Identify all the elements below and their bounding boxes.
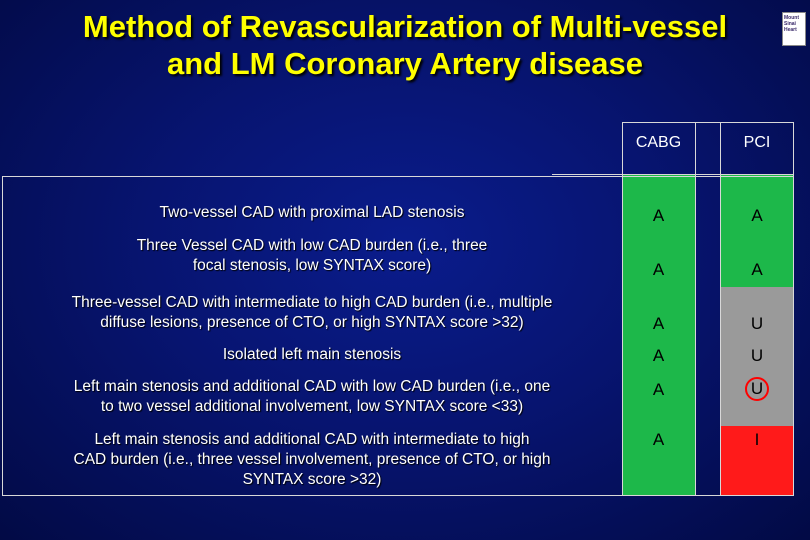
table-left-border [2, 176, 3, 496]
table-bottom-border [2, 495, 793, 496]
logo-text-1: Mount [784, 15, 799, 21]
slide-title [0, 8, 810, 82]
row-1-cabg-grade: A [652, 206, 665, 225]
row-label-6 [4, 430, 620, 490]
header-box-top [622, 122, 793, 123]
row-3-cabg-grade: A [652, 314, 665, 333]
row-label-1 [4, 203, 620, 223]
row-label-5 [4, 377, 620, 417]
table-top-border [2, 176, 793, 177]
row-3-line-2: diffuse lesions, presence of CTO, or high SYNTAX score >32) [100, 314, 524, 331]
row-2-pci-grade: A [751, 260, 763, 279]
pci-right-border [793, 122, 794, 496]
row-1-pci-grade: A [751, 206, 763, 225]
row-5-cabg-grade: A [652, 380, 665, 399]
title-line-2: and LM Coronary Artery disease [166, 46, 644, 81]
hospital-logo [782, 12, 806, 46]
column-header-cabg: CABG [635, 134, 682, 151]
row-label-3 [4, 293, 620, 333]
row-6-cabg-grade: A [652, 430, 665, 449]
row-label-2 [4, 236, 620, 276]
column-header-pci: PCI [743, 134, 771, 151]
cabg-right-border [695, 122, 696, 496]
row-label-4 [4, 345, 620, 365]
title-line-1: Method of Revascularization of Multi-vessel [82, 9, 728, 44]
logo-text-2: Sinai [784, 21, 796, 27]
row-4-line-1: Isolated left main stenosis [222, 346, 402, 363]
row-3-pci-grade: U [750, 314, 764, 333]
header-separator [552, 174, 793, 175]
row-2-line-2: focal stenosis, low SYNTAX score) [192, 257, 432, 274]
row-3-line-1: Three-vessel CAD with intermediate to high CAD burden (i.e., multiple [71, 294, 553, 311]
row-4-cabg-grade: A [652, 346, 665, 365]
row-6-line-3: SYNTAX score >32) [242, 471, 382, 488]
row-5-pci-grade: U [750, 379, 764, 398]
row-6-line-2: CAD burden (i.e., three vessel involvement, presence of CTO, or high [73, 451, 551, 468]
row-1-line-1: Two-vessel CAD with proximal LAD stenosis [159, 204, 465, 221]
row-2-line-1: Three Vessel CAD with low CAD burden (i.e., three [136, 237, 488, 254]
row-5-line-1: Left main stenosis and additional CAD with low CAD burden (i.e., one [73, 378, 551, 395]
logo-text-3: Heart [784, 27, 797, 33]
row-2-cabg-grade: A [652, 260, 665, 279]
row-4-pci-grade: U [750, 346, 764, 365]
row-5-line-2: to two vessel additional involvement, low SYNTAX score <33) [100, 398, 524, 415]
row-6-pci-grade: I [754, 430, 760, 449]
row-6-line-1: Left main stenosis and additional CAD with intermediate to high [94, 431, 530, 448]
